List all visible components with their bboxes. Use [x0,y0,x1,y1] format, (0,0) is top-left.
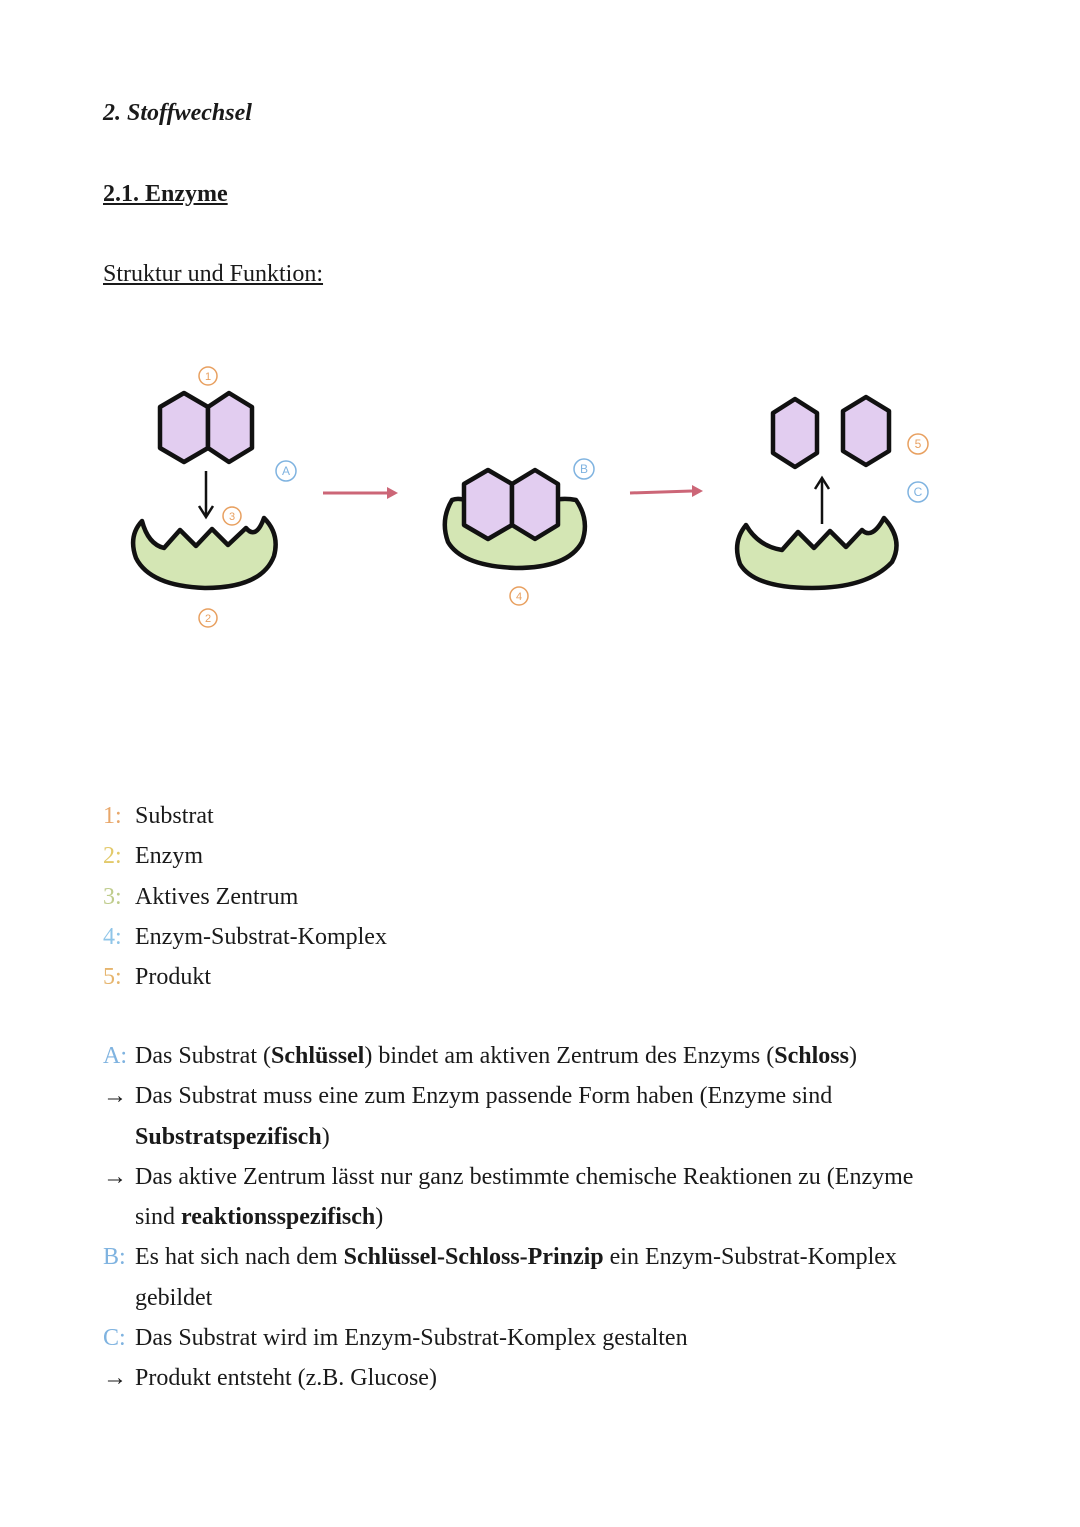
complex-substrate-left [464,470,512,539]
text-span: ) bindet am aktiven Zentrum des Enzyms ( [364,1043,775,1069]
legend-label: Substrat [135,803,214,829]
bold-term: Schlüssel [270,1043,365,1069]
reaction-arrow-2-head [692,485,703,497]
marker-A [276,461,296,481]
text-span: Das aktive Zentrum lässt nur ganz bestimmte chemische Reaktionen zu (Enzyme [135,1163,914,1190]
legend-number: 3: [103,883,122,910]
explanation-tag: A: [103,1043,127,1069]
reaction-arrow-2 [630,485,703,497]
legend-label: Enzym [135,843,203,870]
legend-label: Aktives Zentrum [135,883,299,910]
text-span: Das Substrat ( [135,1043,271,1069]
legend-label: Enzym-Substrat-Komplex [135,923,387,950]
legend-item-substrat [103,800,387,840]
text-span: Das Substrat wird im Enzym-Substrat-Komplex gestalten [135,1325,688,1352]
released-enzyme-body [737,518,896,588]
substrate-hexagon-left [160,393,208,462]
legend-label: Produkt [135,964,212,991]
bold-term: Schloss [774,1043,849,1069]
marker-2-label: 2 [204,613,212,625]
text-span: ) [375,1204,384,1231]
text-span: Das Substrat muss eine zum Enzym passende Form haben (Enzyme sind [135,1083,833,1110]
explanation-A-arrow-2 [103,1161,913,1201]
bold-term: Schlüssel-Schloss-Prinzip [343,1244,604,1271]
section-title: 2.1. Enzyme [103,181,228,207]
reaction-arrow-2-shaft [630,491,692,493]
explanation-C [103,1322,913,1362]
explanation-B-cont [103,1282,913,1322]
text-span: ein Enzym-Substrat-Komplex [603,1244,897,1271]
marker-1 [199,367,217,385]
stage-1-substrate [160,393,252,517]
stage-3-products [737,397,896,588]
explanation-A-arrow-2-cont [103,1201,913,1241]
chapter-title: 2. Stoffwechsel [103,100,252,126]
enzyme-body [133,518,276,588]
explanation-C-arrow [103,1362,913,1402]
substrate-hexagon-right [208,393,252,462]
bold-term: reaktionsspezifisch [181,1204,376,1231]
marker-3 [223,507,241,525]
marker-5-label: 5 [914,437,922,451]
explanation-tag: C: [103,1325,126,1352]
legend-number: 5: [103,964,122,991]
marker-C [908,482,928,502]
legend-number: 2: [103,843,122,870]
legend-item-enzym [103,840,387,880]
legend-number: 1: [103,803,122,829]
marker-5 [908,434,928,454]
explanation-A-arrow-1-cont [103,1121,913,1161]
subsection-title: Struktur und Funktion: [103,261,324,287]
marker-B [574,459,594,479]
marker-3-label: 3 [228,511,236,523]
text-span: ) [321,1123,330,1150]
stage-1-enzyme [133,518,276,588]
legend-number: 4: [103,923,122,950]
legend-item-aktives-zentrum [103,881,387,921]
marker-C-label: C [913,485,923,499]
explanation-tag: B: [103,1244,126,1271]
reaction-arrow-1 [323,487,398,499]
arrow-glyph: → [103,1365,127,1392]
complex-substrate-right [512,470,558,539]
legend-item-produkt [103,961,387,1001]
product-hexagon-left [773,399,817,467]
reaction-arrow-1-head [387,487,398,499]
marker-B-label: B [579,462,589,476]
marker-4 [510,587,528,605]
marker-4-label: 4 [515,591,523,603]
explanation-A [103,1040,913,1080]
stage-2-complex [445,470,585,568]
marker-A-label: A [281,464,291,478]
legend-list [103,800,387,1001]
arrow-glyph: → [103,1163,127,1190]
text-span: gebildet [135,1284,213,1311]
bold-term: Substratspezifisch [135,1123,322,1150]
product-hexagon-right [843,397,889,465]
text-span: sind [135,1204,182,1231]
text-span: Es hat sich nach dem [135,1244,344,1271]
marker-1-label: 1 [204,371,212,383]
explanation-block [103,1040,913,1403]
explanation-B [103,1241,913,1281]
text-span: ) [848,1043,857,1069]
marker-2 [199,609,217,627]
text-span: Produkt entsteht (z.B. Glucose) [135,1365,437,1392]
arrow-glyph: → [103,1083,127,1110]
explanation-A-arrow-1 [103,1080,913,1120]
legend-item-komplex [103,921,387,961]
enzyme-substrate-diagram [0,340,1080,640]
